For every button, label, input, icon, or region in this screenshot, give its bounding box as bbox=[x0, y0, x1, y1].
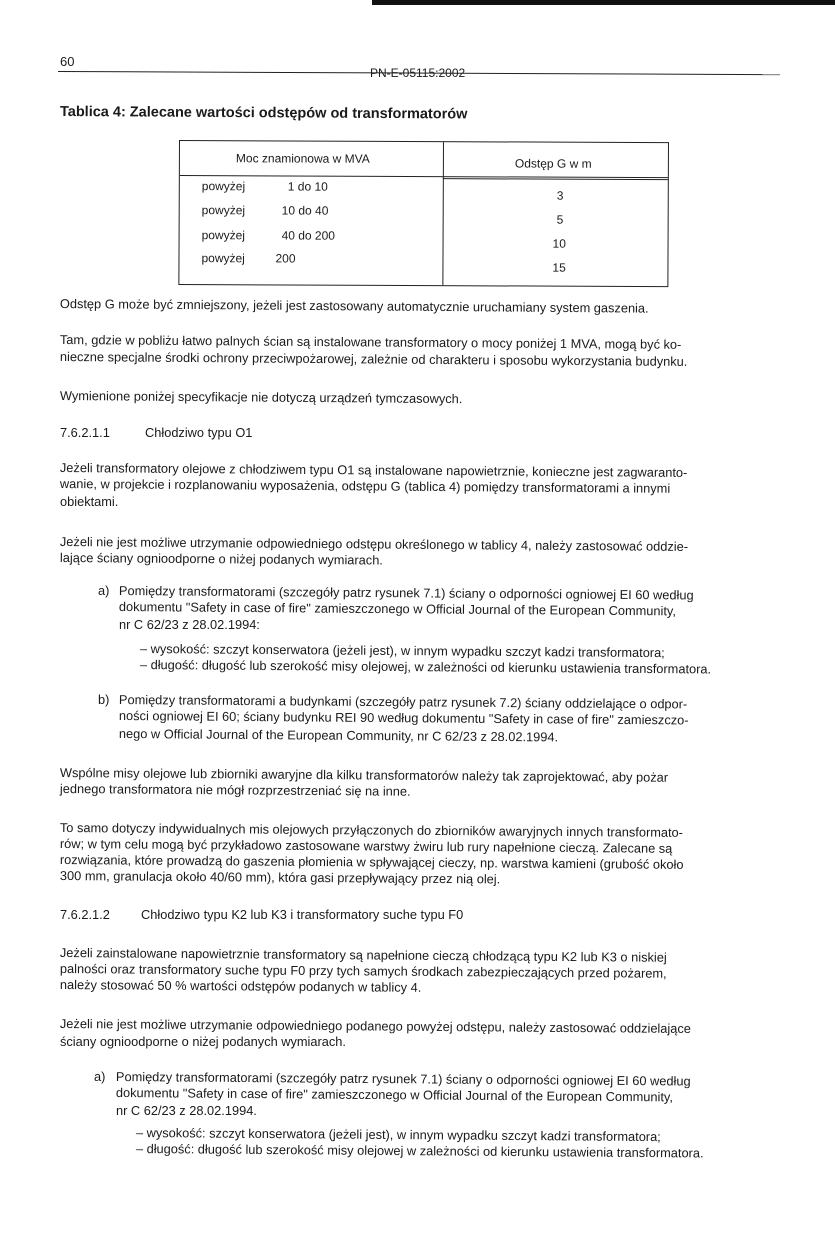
text-line: Pomiędzy transformatorami (szczegóły patrz rysunek 7.1) ściany o odporności ogniowej EI 60 według bbox=[115, 1069, 691, 1089]
text-line: nr C 62/23 z 28.02.1994. bbox=[116, 1103, 257, 1118]
text-line: lające ściany ognioodporne o niżej podanych wymiarach. bbox=[59, 550, 383, 568]
text-line: Pomiędzy transformatorami (szczegóły patrz rysunek 7.1) ściany o odporności ogniowej EI 60 według bbox=[118, 583, 694, 603]
text-line: Tam, gdzie w pobliżu łatwo palnych ścian są instalowane transformatory o mocy poniżej 1 MVA, mogą być ko- bbox=[59, 332, 682, 352]
text-line: rozwiązania, które prowadzą do gaszenia płomienia w spływającej cieczy, np. warstwa kamieni (grubość około bbox=[59, 852, 684, 872]
text-line: nego w Official Journal of the European Community, nr C 62/23 z 28.02.1994. bbox=[118, 726, 559, 745]
text-line: należy stosować 50 % wartości odstępów podanych w tablicy 4. bbox=[59, 977, 422, 995]
text-line: 300 mm, granulacja około 40/60 mm), która gasi przepływający przez nią olej. bbox=[59, 868, 501, 887]
row-range: 40 do 200 bbox=[281, 228, 336, 243]
text-line: palności oraz transformatory suche typu F0 przy tych samych środkach zabezpieczających przed pożarem, bbox=[59, 961, 667, 981]
row-value: 3 bbox=[556, 188, 564, 203]
section-number: 7.6.2.1.2 bbox=[60, 907, 110, 922]
table-header-rule bbox=[180, 175, 668, 178]
text-line: – długość: długość lub szerokość misy olejowej w zależności od kierunku ustawienia transformatora. bbox=[135, 1141, 704, 1161]
table-divider bbox=[442, 142, 444, 285]
text-line: Jeżeli transformatory olejowe z chłodziwem typu O1 są instalowane napowietrznie, konieczne jest zagwaranto- bbox=[59, 460, 688, 480]
section-title: Chłodziwo typu K2 lub K3 i transformatory suche typu F0 bbox=[141, 907, 464, 922]
distance-table bbox=[178, 140, 669, 287]
list-marker: a) bbox=[98, 583, 110, 598]
row-label: powyżej bbox=[201, 203, 246, 218]
document-id: PN-E-05115:2002 bbox=[370, 66, 466, 80]
page-number: 60 bbox=[60, 54, 75, 69]
text-line: – wysokość: szczyt konserwatora (jeżeli jest), w innym wypadku szczyt kadzi transformatora; bbox=[139, 641, 665, 661]
list-marker: b) bbox=[98, 692, 110, 707]
row-range: 10 do 40 bbox=[281, 203, 329, 218]
text-line: – wysokość: szczyt konserwatora (jeżeli jest), w innym wypadku szczyt kadzi transformatora; bbox=[135, 1125, 661, 1145]
text-line: Pomiędzy transformatorami a budynkami (szczegóły patrz rysunek 7.2) ściany oddzielające o odpor- bbox=[118, 692, 688, 712]
text-line: rów; w tym celu mogą być przykładowo zastosowane warstwy żwiru lub rury napełnione cieczą. Zalecane są bbox=[59, 836, 673, 856]
row-value: 5 bbox=[556, 212, 564, 227]
text-line: nieczne specjalne środki ochrony przeciwpożarowej, zależnie od charakteru i sposobu wykorzystania budynku. bbox=[59, 349, 688, 369]
row-range: 1 do 10 bbox=[287, 179, 328, 194]
section-title: Chłodziwo typu O1 bbox=[145, 425, 253, 440]
row-label: powyżej bbox=[201, 251, 245, 266]
row-value: 15 bbox=[552, 260, 566, 275]
row-label: powyżej bbox=[201, 179, 246, 194]
text-line: Wspólne misy olejowe lub zbiorniki awaryjne dla kilku transformatorów należy tak zaprojektować, aby pożar bbox=[59, 765, 669, 785]
text-line: obiektami. bbox=[60, 494, 119, 509]
section-number: 7.6.2.1.1 bbox=[60, 425, 110, 440]
row-label: powyżej bbox=[201, 228, 245, 243]
list-marker: a) bbox=[94, 1069, 106, 1084]
text-line: ności ogniowej EI 60; ściany budynku REI 90 według dokumentu "Safety in case of fire" zamieszczo- bbox=[118, 708, 689, 728]
table-header-distance: Odstęp G w m bbox=[514, 156, 592, 171]
table-header-rule-right bbox=[443, 178, 668, 180]
text-line: dokumentu "Safety in case of fire" zamieszczonego w Official Journal of the European Community, bbox=[115, 1085, 674, 1105]
text-line: jednego transformatora nie mógł rozprzestrzeniać się na inne. bbox=[59, 781, 411, 799]
scan-edge-bar bbox=[372, 0, 835, 5]
table-header-power: Moc znamionowa w MVA bbox=[235, 151, 370, 166]
text-line: wanie, w projekcie i rozplanowaniu wyposażenia, odstępu G (tablica 4) pomiędzy transformatorami a innymi bbox=[59, 476, 671, 496]
text-line: nr C 62/23 z 28.02.1994: bbox=[119, 617, 260, 632]
text-line: Odstęp G może być zmniejszony, jeżeli jest zastosowany automatycznie uruchamiany system gaszenia. bbox=[59, 296, 649, 316]
text-line: Jeżeli nie jest możliwe utrzymanie odpowiedniego podanego powyżej odstępu, należy zastosować oddzielające bbox=[59, 1016, 691, 1036]
text-line: – długość: długość lub szerokość misy olejowej, w zależności od kierunku ustawienia transformatora. bbox=[139, 657, 712, 677]
row-value: 10 bbox=[552, 236, 566, 251]
text-line: Wymienione poniżej specyfikacje nie dotyczą urządzeń tymczasowych. bbox=[59, 388, 463, 407]
text-line: ściany ognioodporne o niżej podanych wymiarach. bbox=[60, 1034, 346, 1049]
text-line: Jeżeli zainstalowane napowietrznie transformatory są napełnione cieczą chłodzącą typu K2 lub K3 o niskiej bbox=[59, 945, 667, 965]
text-line: Jeżeli nie jest możliwe utrzymanie odpowiedniego odstępu określonego w tablicy 4, należy zastosować oddzie- bbox=[59, 534, 689, 554]
text-line: To samo dotyczy indywidualnych mis olejowych przyłączonych do zbiorników awaryjnych innych transformato- bbox=[59, 820, 684, 840]
table-caption: Tablica 4: Zalecane wartości odstępów od transformatorów bbox=[59, 104, 468, 123]
text-line: dokumentu "Safety in case of fire" zamieszczonego w Official Journal of the European Community, bbox=[118, 599, 677, 619]
row-range: 200 bbox=[275, 251, 296, 266]
